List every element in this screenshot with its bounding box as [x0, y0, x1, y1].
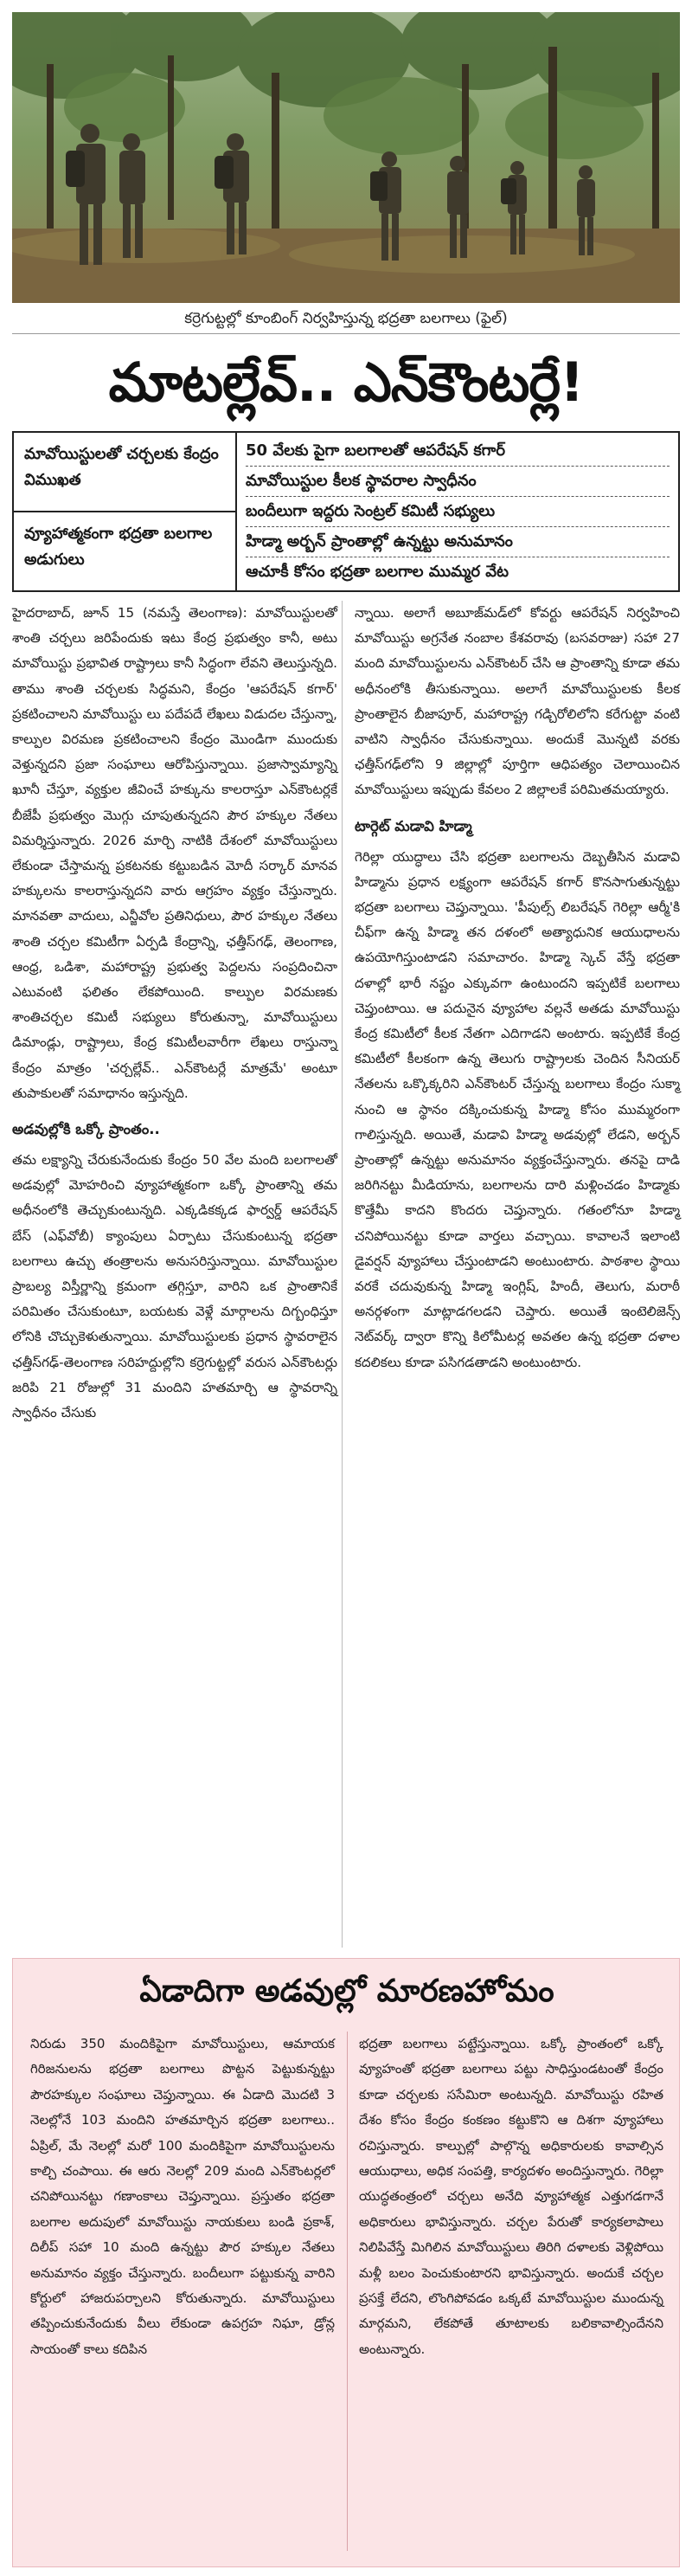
sidebar-story-column-1: నిరుడు 350 మందికిపైగా మావోయిస్టులు, ఆమాయక గిరిజనులను భద్రతా బలగాలు పొట్టన పెట్టుకున్నట్టు పౌరహక్కుల సంఘాలు చెప్తున్నాయి. ఈ ఏడాది మొదటి 3 నెలల్లోనే 103 మందిని హతమార్చిన భద్రతా బలగాలు.. ఏప్రిల్, మే నెలల్లో మరో 100 మందికిపైగా మావోయిస్టులను కాల్చి చంపాయి. ఈ ఆరు నెలల్లో 209 మంది ఎన్‌కౌంటర్లలో చనిపోయినట్టు గణాంకాలు చెప్తున్నాయి. ప్రస్తుతం భద్రతా బలగాల అదుపులో మావోయిస్టు నాయకులు బండి ప్రకాశ్, దిలీప్ సహా 10 మంది ఉన్నట్టు పౌర హక్కుల నేతలు అనుమానం వ్యక్తం చేస్తున్నారు. బందీలుగా పట్టుకున్న వారిని కోర్టులో హాజరుపర్చాలని కోరుతున్నారు. మావోయిస్టులు తప్పించుకునేందుకు వీలు లేకుండా ఉపగ్రహ నిఘా, డ్రోన్ల సాయంతో కాలు కదిపిన	[30, 2036, 335, 2357]
headline: మాటల్లేవ్.. ఎన్‌కౌంటర్లే!	[108, 351, 584, 414]
forest-patrol-illustration	[12, 12, 680, 303]
sidebar-story-box	[12, 1958, 680, 2567]
summary-point: వ్యూహాత్మకంగా భద్రతా బలగాల అడుగులు	[14, 511, 235, 590]
summary-bullet: బందీలుగా ఇద్దరు సెంట్రల్ కమిటీ సభ్యులు	[246, 496, 670, 526]
column-divider	[342, 601, 343, 1948]
summary-bullet: హిడ్మా అర్బన్ ప్రాంతాల్లో ఉన్నట్టు అనుమానం	[246, 526, 670, 557]
summary-box	[12, 431, 680, 592]
article-paragraph: తమ లక్ష్యాన్ని చేరుకునేందుకు కేంద్రం 50 వేల మంది బలగాలతో అడవుల్లో మోహరించి వ్యూహాత్మకంగా ఒక్కో ప్రాంతాన్ని తమ అధీనంలోకి తెచ్చుకుంటున్నది. ఎక్కడికక్కడ ఫార్వర్డ్ ఆపరేషన్ బేస్ (ఎఫ్‌వోబీ) క్యాంపులు ఏర్పాటు చేసుకుంటున్న భద్రతా బలగాలు ఉచ్చు తంత్రాలను అనుసరిస్తున్నాయి. మావోయిస్టుల ప్రాబల్య విస్తీర్ణాన్ని క్రమంగా తగ్గిస్తూ, వారిని ఒక ప్రాంతానికే పరిమితం చేసుకుంటూ, బయటకు వెళ్లే మార్గాలను దిగ్బంధిస్తూ లోనికి చొచ్చుకెళుతున్నాయి. మావోయిస్టులకు ప్రధాన స్థావరాలైన ఛత్తీస్‌గఢ్-తెలంగాణ సరిహద్దుల్లోని కర్రెగుట్టల్లో వరుస ఎన్‌కౌంటర్లు జరిపి 21 రోజుల్లో 31 మందిని హతమార్చి ఆ స్థావరాన్ని స్వాధీనం చేసుకు	[12, 1152, 337, 1421]
sidebar-story-title: ఏడాదిగా అడవుల్లో మారణహోమం	[139, 1974, 554, 2009]
article-subheading: అడవుల్లోకి ఒక్కో ప్రాంతం..	[12, 1121, 160, 1138]
photo-caption: కర్రెగుట్టల్లో కూంబింగ్ నిర్వహిస్తున్న భద్రతా బలగాలు (ఫైల్)	[12, 303, 680, 334]
article-paragraph: న్నాయి. అలాగే అబూజ్‌మడ్‌లో కోవర్టు ఆపరేషన్ నిర్వహించి మావోయిస్టు అగ్రనేత నంబాల కేశవరావు (బసవరాజు) సహా 27 మంది మావోయిస్టులను ఎన్‌కౌంటర్ చేసి ఆ ప్రాంతాన్ని కూడా తమ అధీనంలోకి తీసుకున్నాయి. అలాగే మావోయిస్టులకు కీలక ప్రాంతాలైన బీజాపూర్, మహారాష్ట్ర గడ్చిరోలిలోని కరేగుట్టా వంటి వాటిని స్వాధీనం చేసుకున్నాయి. అందుకే మొన్నటి వరకు ఛత్తీస్‌గఢ్‌లోని 9 జిల్లాల్లో పూర్తిగా ఆధిపత్యం చెలాయించిన మావోయిస్టులు ఇప్పుడు కేవలం 2 జిల్లాలకే పరిమితమయ్యారు.	[355, 605, 680, 798]
article-paragraph: హైదరాబాద్, జూన్ 15 (నమస్తే తెలంగాణ): మావోయిస్టులతో శాంతి చర్చలు జరిపేందుకు ఇటు కేంద్ర ప్రభుత్వం కానీ, అటు మావోయిస్టు ప్రభావిత రాష్ట్రాలు కానీ సిద్ధంగా లేవని తెలుస్తున్నది. తాము శాంతి చర్చలకు సిద్ధమని, కేంద్రం 'ఆపరేషన్ కగార్' ప్రకటించాలని మావోయిస్టు లు పదేపదే లేఖలు విడుదల చేస్తున్నా, కాల్పుల విరమణ ప్రకటించాలని కేంద్రం మొండిగా ముందుకు వెళ్తున్నదని ప్రజా సంఘాలు ఆరోపిస్తున్నాయి. ప్రజాస్వామ్యాన్ని ఖూనీ చేస్తూ, వ్యక్తుల జీవించే హక్కును కాలరాస్తూ ఎన్‌కౌంటర్లకే బీజేపీ ప్రభుత్వం మొగ్గు చూపుతున్నదని పౌర హక్కుల నేతలు విమర్శిస్తున్నారు. 2026 మార్చి నాటికి దేశంలో మావోయిస్టులు లేకుండా చేస్తామన్న ప్రకటనకు కట్టుబడిన మోదీ సర్కార్ మానవ హక్కులను కాలరాస్తున్నదని వారు ఆగ్రహం వ్యక్తం చేస్తున్నారు. మానవతా వాదులు, ఎన్జీవోల ప్రతినిధులు, పౌర హక్కుల నేతలు శాంతి చర్చల కమిటీగా ఏర్పడి కేంద్రాన్ని, ఛత్తీస్‌గఢ్, తెలంగాణ, ఆంధ్ర, ఒడిశా, మహారాష్ట్ర ప్రభుత్వ పెద్దలను సంప్రదించినా ఎటువంటి ఫలితం లేకపోయింది. కాల్పుల విరమణకు శాంతిచర్చల కమిటీ సభ్యులు కోరుతున్నా, మావోయిస్టులు డిమాండ్లు, రాష్ట్రాలు, కేంద్ర కమిటీలవారీగా లేఖలు రాస్తున్నా కేంద్రం మాత్రం 'చర్చల్లేవ్.. ఎన్‌కౌంటర్లే మాత్రమే' అంటూ తుపాకులతో సమాధానం ఇస్తున్నది.	[12, 605, 337, 1101]
sidebar-story-column-2: భద్రతా బలగాలు పట్టేస్తున్నాయి. ఒక్కో ప్రాంతంలో ఒక్కో వ్యూహంతో భద్రతా బలగాలు పట్టు సాధిస్తుండటంతో కేంద్రం కూడా చర్చలకు ససేమిరా అంటున్నది. మావోయిస్టు రహిత దేశం కోసం కేంద్రం కంకణం కట్టుకొని ఆ దిశగా వ్యూహాలు రచిస్తున్నారు. కాల్పుల్లో పాల్గొన్న అధికారులకు కావాల్సిన ఆయుధాలు, అధిక సంపత్తి, కార్యదళం అందిస్తున్నారు. గెరిల్లా యుద్ధతంత్రంలో చర్చలు అనేది వ్యూహాత్మక ఎత్తుగడగానే అధికారులు భావిస్తున్నారు. చర్చల పేరుతో కార్యకలాపాలు నిలిపివేస్తే మిగిలిన మావోయిస్టులు తిరిగి దళాలకు వెళ్లిపోయి మళ్లీ బలం పెంచుకుంటారని భావిస్తున్నారు. అందుకే చర్చల ప్రసక్తే లేదని, లొంగిపోవడం ఒక్కటే మావోయిస్టుల ముందున్న మార్గమని, లేకపోతే తూటాలకు బలికావాల్సిందేనని అంటున్నారు.	[359, 2036, 663, 2357]
article-column-2	[355, 601, 680, 1948]
article-paragraph: గెరిల్లా యుద్ధాలు చేసి భద్రతా బలగాలను దెబ్బతీసిన మడావి హిడ్మాను ప్రధాన లక్ష్యంగా ఆపరేషన్ కగార్ కొనసాగుతున్నట్టు భద్రతా బలగాలు చెప్తున్నాయి. 'పీపుల్స్ లిబరేషన్ గెరిల్లా ఆర్మీ'కి చీఫ్‌గా ఉన్న హిడ్మా తన దళంలో అత్యాధునిక ఆయుధాలను ఉపయోగిస్తుంటాడని సమాచారం. హిడ్మా స్కెచ్ వేస్తే భద్రతా దళాల్లో భారీ నష్టం ఎక్కువగా ఉంటుందని ఇప్పటికే బలగాలు చెప్తుంటాయి. ఆ పదునైన వ్యూహాల వల్లనే అతడు మావోయిస్టు కేంద్ర కమిటీలో కీలక నేతగా ఎదిగాడని అంటారు. ఇప్పటికే కేంద్ర కమిటీలో కీలకంగా ఉన్న తెలుగు రాష్ట్రాలకు చెందిన సీనియర్ నేతలను ఒక్కొక్కరిని ఎన్‌కౌంటర్ చేస్తున్న బలగాలు కేంద్రం సుక్మా నుంచి ఆ స్థానం దక్కించుకున్న హిడ్మా కోసం ముమ్మరంగా గాలిస్తున్నది. అయితే, మడావి హిడ్మా అడవుల్లో లేడని, అర్బన్ ప్రాంతాల్లో ఉన్నట్టు అనుమానం వ్యక్తంచేస్తున్నారు. తనపై దాడి జరిగినట్టు మీడియాను, బలగాలను దారి మళ్లించడం హిడ్మాకు కొత్తేమీ కాదని కొందరు చెప్తున్నారు. గతంలోనూ హిడ్మా చనిపోయినట్టు కూడా వార్తలు వచ్చాయి. కావాలనే ఇలాంటి డైవర్షన్ వ్యూహాలు చేస్తుంటాడని అంటుంటారు. పాఠశాల స్థాయి వరకే చదువుకున్న హిడ్మా ఇంగ్లిష్, హిందీ, తెలుగు, మరాఠీ అనర్గళంగా మాట్లాడగలడని చెప్తారు. అయితే ఇంటెలిజెన్స్ నెట్‌వర్క్ ద్వారా కొన్ని కిలోమీటర్ల అవతల ఉన్న భద్రతా దళాల కదలికలు కూడా పసిగడతాడని అంటుంటారు.	[355, 848, 680, 1370]
article-subheading: టార్గెట్ మడావి హిడ్మా	[355, 817, 472, 834]
news-photo	[12, 12, 680, 303]
summary-left-column	[14, 433, 237, 590]
article-column-1	[12, 601, 337, 1948]
sidebar-column-divider	[347, 2032, 348, 2551]
summary-right-column	[237, 433, 678, 590]
summary-bullet: ఆచూకీ కోసం భద్రతా బలగాల ముమ్మర వేట	[246, 557, 670, 587]
article-body	[12, 601, 680, 1948]
summary-bullet: 50 వేలకు పైగా బలగాలతో ఆపరేషన్ కగార్	[246, 441, 506, 460]
summary-bullet: మావోయిస్టుల కీలక స్థావరాల స్వాధీనం	[246, 466, 670, 496]
summary-point: మావోయిస్టులతో చర్చలకు కేంద్రం విముఖత	[24, 445, 219, 489]
